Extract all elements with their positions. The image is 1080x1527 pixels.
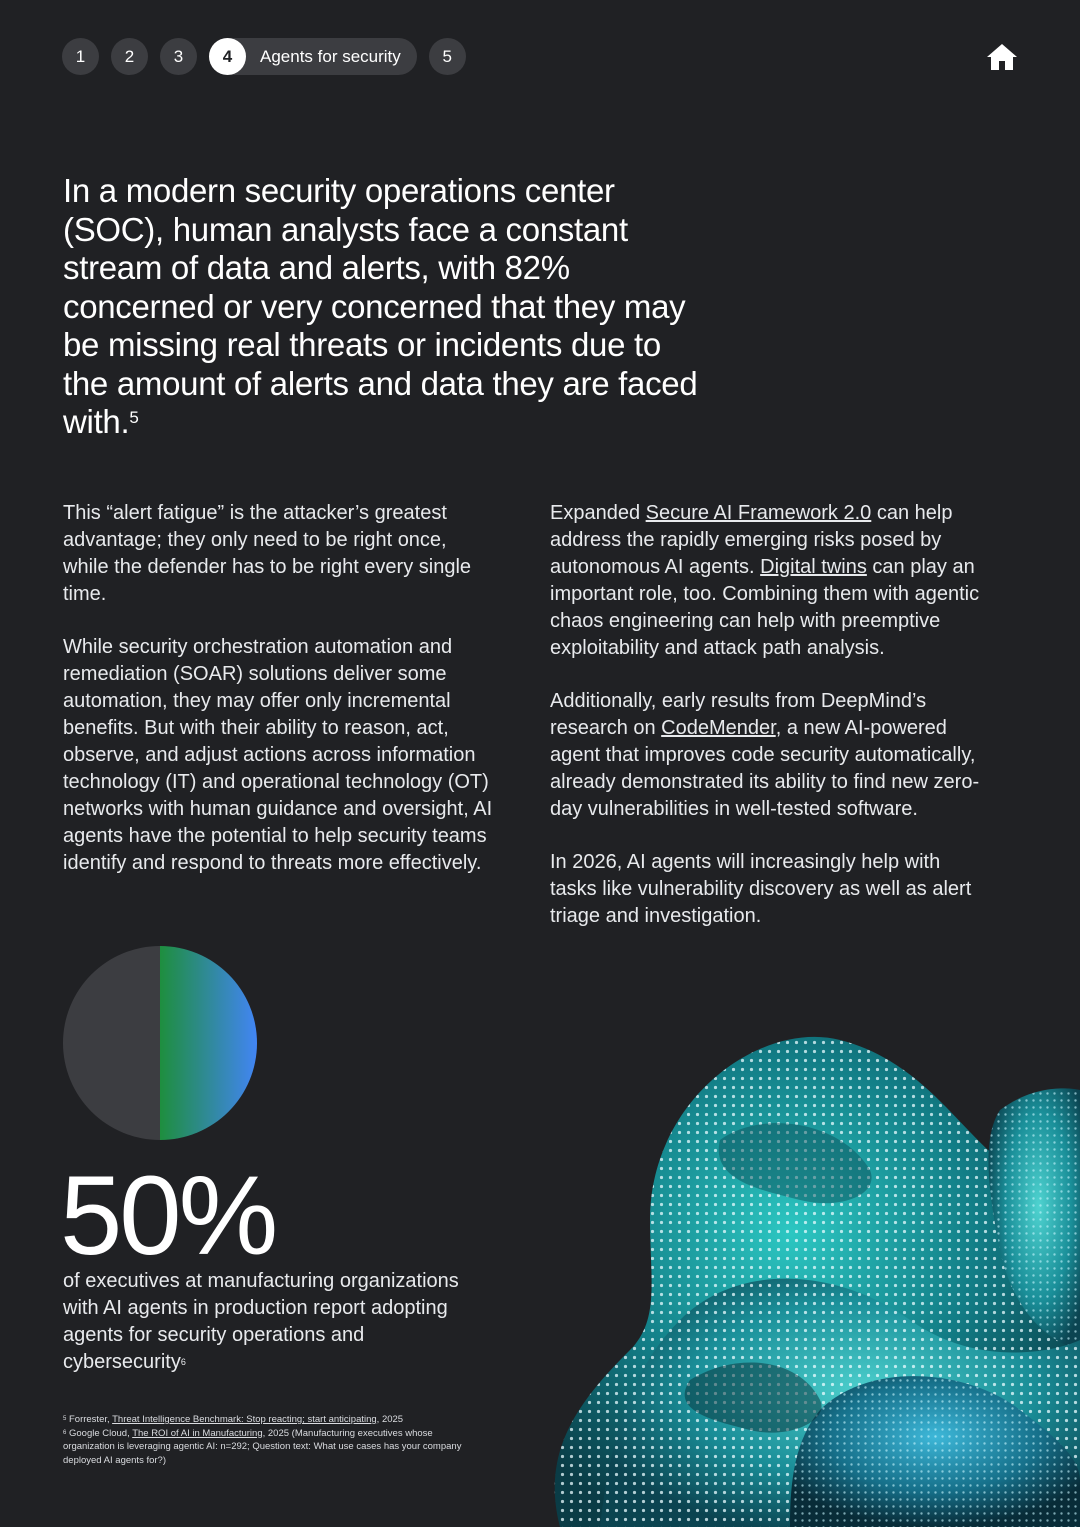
text: Expanded [550,502,646,524]
nav-item-2[interactable] [111,38,148,75]
stat-footnote-ref: 6 [180,1357,186,1367]
right-column [550,500,990,956]
right-paragraph-3: In 2026, AI agents will increasingly help with tasks like vulnerability discovery as well as alert triage and investigation. [550,851,972,927]
footnotes [63,1413,483,1467]
stat-value: 50% [60,1153,276,1278]
nav-item-label: 3 [173,46,184,66]
stat-description [63,1268,483,1376]
footnote-number: 6 [63,1429,67,1436]
nav-item-label: 1 [75,46,86,66]
text: Additionally, early results from DeepMind’s research on [550,690,927,739]
text: can help address the rapidly emerging risks posed by autonomous AI agents. [550,502,953,578]
headline-text: In a modern security operations center (SOC), human analysts face a constant stream of data and alerts, with 82% concerned or very concerned that they may be missing real threats or incidents due to the amount of alerts and data they are faced with. [63,172,698,440]
nav-item-label: 5 [442,46,453,66]
headline-footnote-ref: 5 [129,408,139,427]
text: , 2025 [376,1414,404,1425]
section-nav [62,38,466,75]
blob-shapes [555,1037,1080,1527]
forrester-report-link[interactable]: Threat Intelligence Benchmark: Stop reacting; start anticipating [112,1414,377,1425]
nav-item-4-active[interactable] [209,38,417,75]
text: Google Cloud, [66,1427,133,1439]
right-paragraph-2 [550,688,990,823]
right-paragraph-1 [550,500,990,662]
nav-item-5[interactable] [429,38,466,75]
stat-pie-chart [62,945,258,1141]
nav-item-number: 4 [209,38,246,75]
footnote-5 [63,1413,483,1427]
digital-twins-link[interactable]: Digital twins [760,556,867,578]
nav-item-1[interactable] [62,38,99,75]
left-paragraph-2: While security orchestration automation and remediation (SOAR) solutions deliver some automation, they may offer only incremental benefits. But with their ability to reason, act, observe, and adjust actions across information technology (IT) and operational technology (OT) networks with human guidance and oversight, AI agents have the potential to help security teams identify and respond to threats more effectively. [63,636,493,874]
secure-ai-framework-link[interactable]: Secure AI Framework 2.0 [645,502,872,524]
pie-slice [160,946,257,1140]
text: can play an important role, too. Combining them with agentic chaos engineering can help with preemptive exploitability and attack path analysis. [550,556,980,659]
codemender-link[interactable]: CodeMender [661,717,776,739]
nav-item-label: 2 [124,46,135,66]
left-column [63,500,493,903]
text: , 2025 (Manufacturing executives whose organization is leveraging agentic AI: n=292; Question text: What use cases has your company deployed AI agents for?) [63,1427,462,1466]
nav-item-active-label: Agents for security [260,46,401,66]
left-paragraph-1: This “alert fatigue” is the attacker’s greatest advantage; they only need to be right once, while the defender has to be right every single time. [63,502,472,605]
decorative-3d-dotted-shape [540,1020,1080,1527]
roi-report-link[interactable]: The ROI of AI in Manufacturing [132,1427,263,1439]
footnote-number: 5 [63,1416,67,1422]
text: , a new AI-powered agent that improves code security automatically, already demonstrated its ability to find new zero-day vulnerabilities in well-tested software. [550,717,980,820]
footnote-6 [63,1427,483,1468]
headline [63,172,703,442]
home-icon[interactable] [986,42,1018,72]
pie-slice [63,946,160,1140]
text: Forrester, [66,1414,113,1425]
nav-item-3[interactable] [160,38,197,75]
stat-description-text: of executives at manufacturing organizations with AI agents in production report adopting agents for security operations and cybersecurity [63,1270,459,1373]
